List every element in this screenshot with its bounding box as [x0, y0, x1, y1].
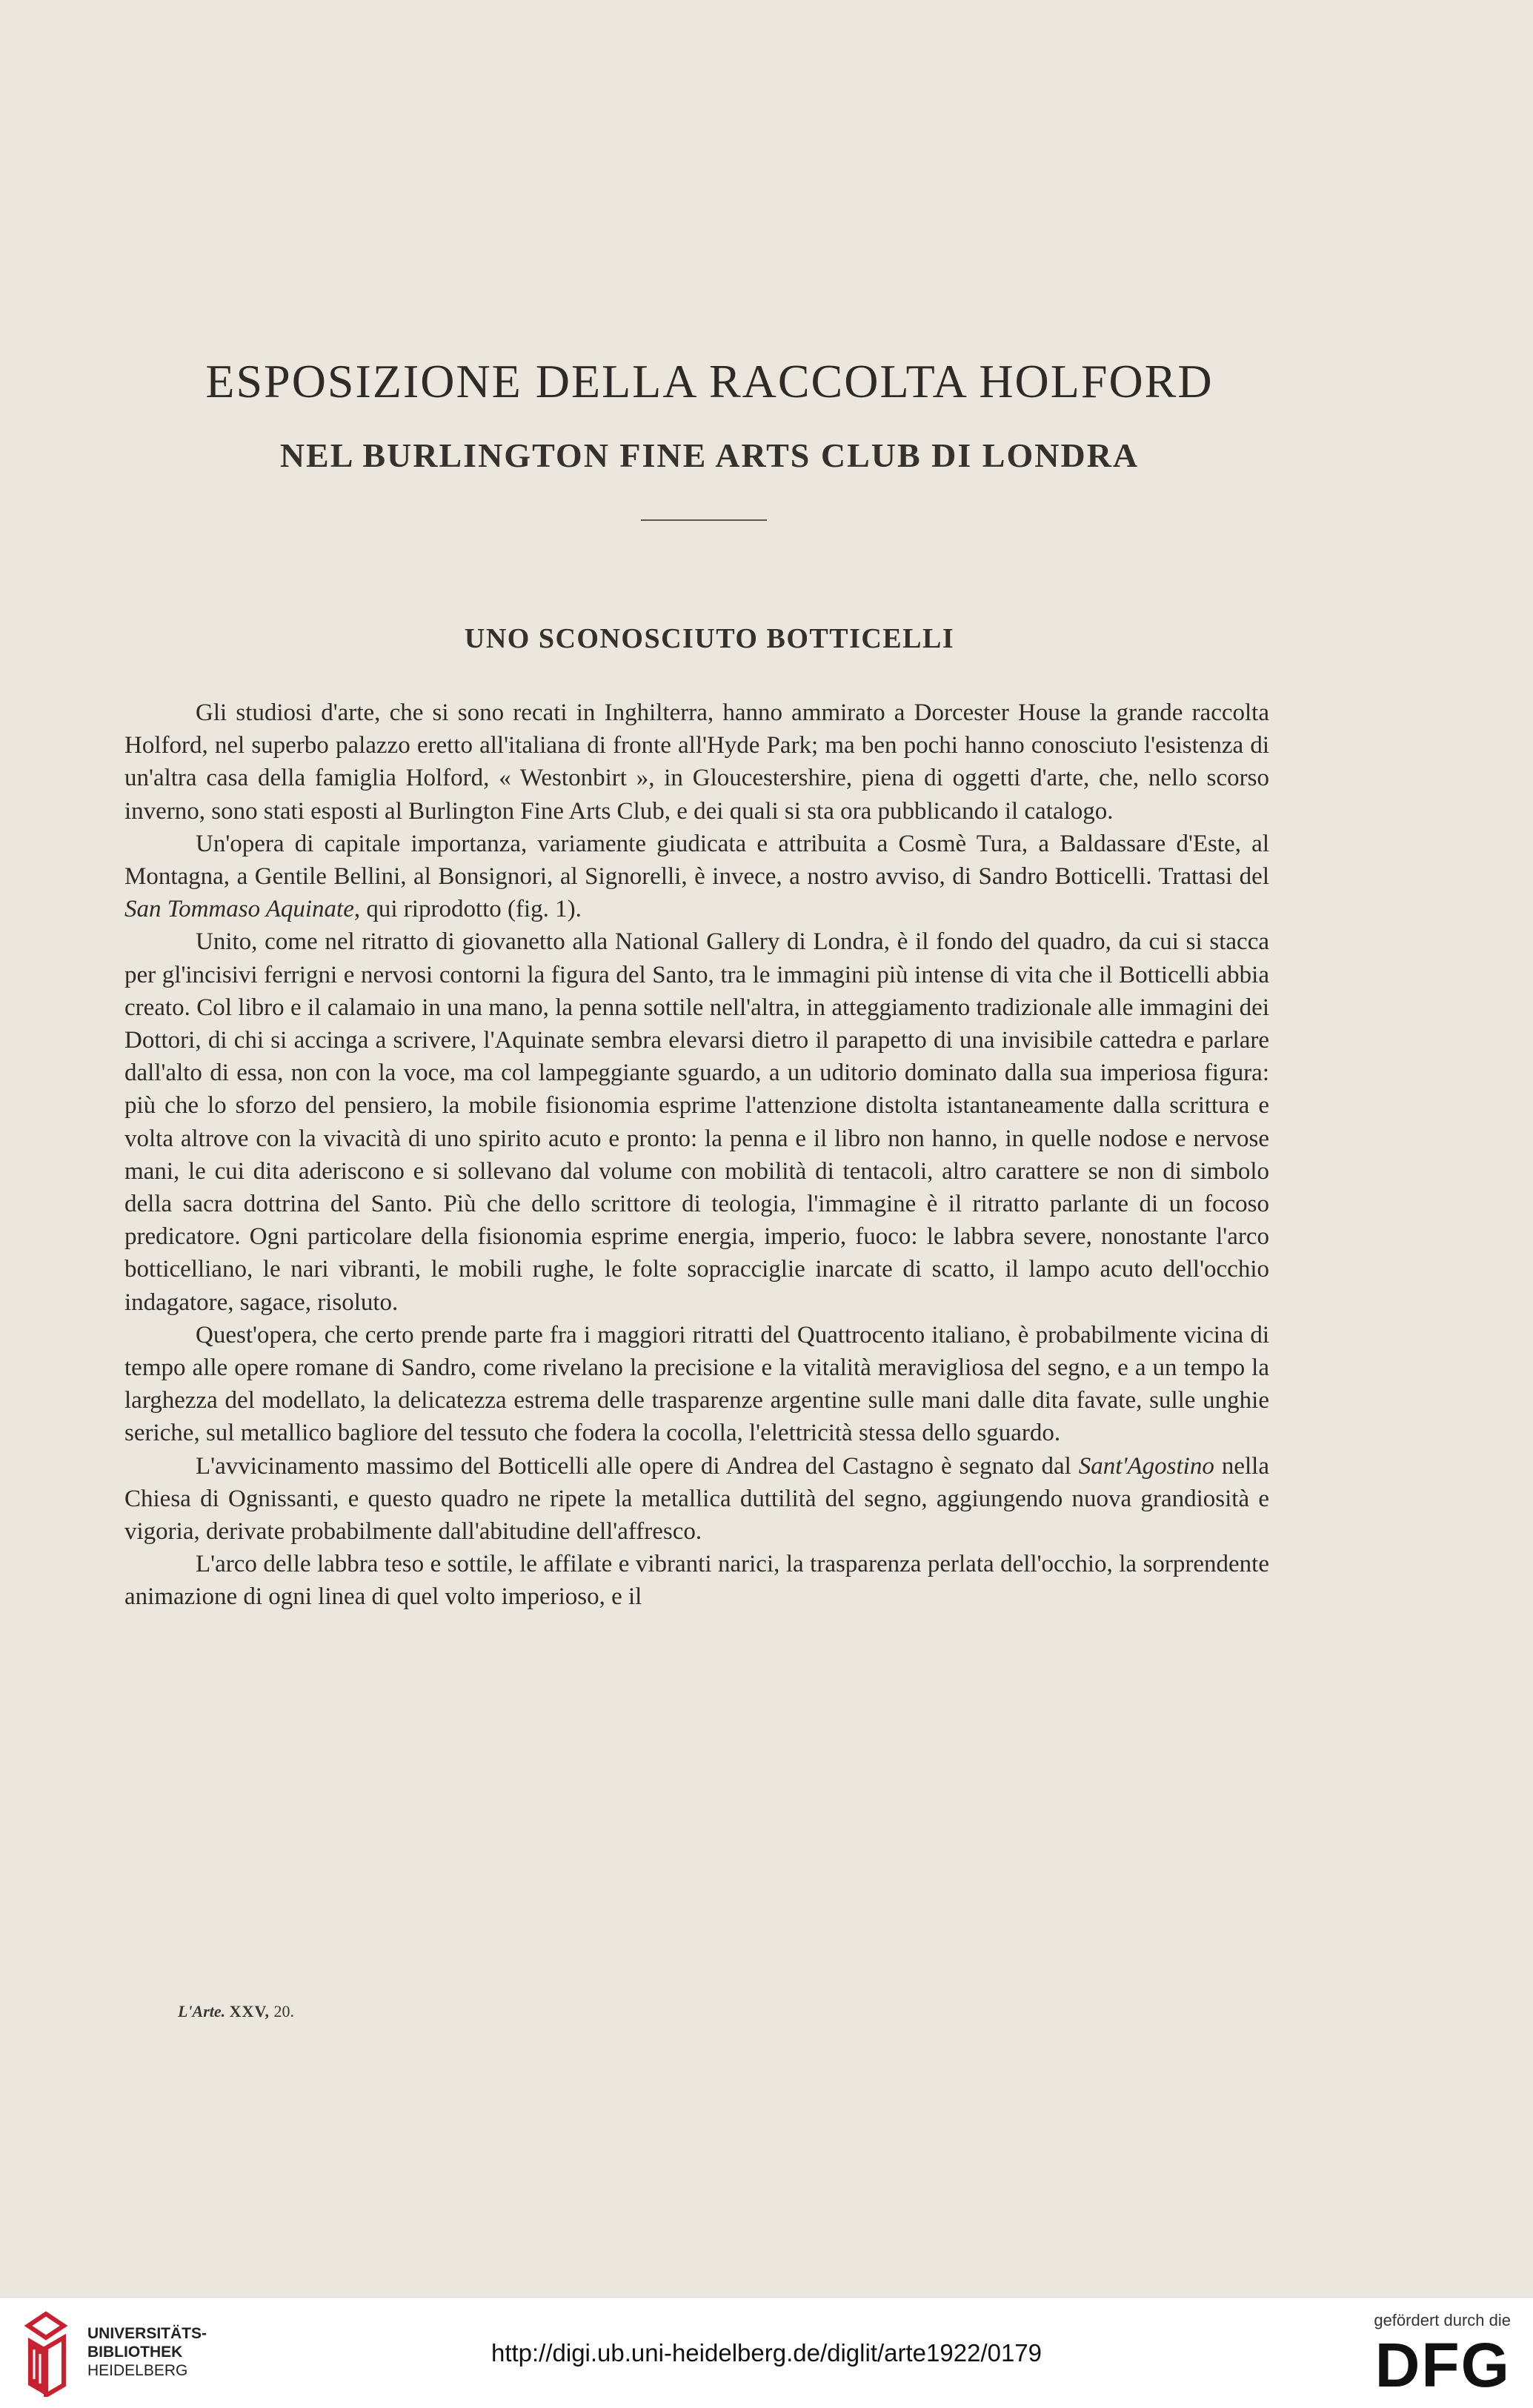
paragraph-4: Quest'opera, che certo prende parte fra i maggiori ritratti del Quattrocento italiano, è probabilmente vicina di tempo alle opere romane di Sandro, come rivelano la precisione e la vitalità meravigliosa del segno, e a un tempo la larghezza del modellato, la delicatezza estrema delle trasparenze argentine sulle mani dalle dita favate, sulle unghie seriche, sul metallico bagliore del tessuto che fodera la cocolla, l'elettricità stessa dello sguardo.	[124, 1321, 1269, 1447]
volume-number: XXV,	[229, 2002, 270, 2020]
artwork-title: San Tommaso Aquinate	[124, 896, 354, 923]
journal-name: L'Arte.	[178, 2002, 226, 2020]
page-number: 20.	[273, 2002, 294, 2020]
paragraph-2: Un'opera di capitale importanza, variamente giudicata e attribuita a Cosmè Tura, a Baldassare d'Este, al Montagna, a Gentile Bellini, al Bonsignori, al Signorelli, è invece, a nostro avviso, di Sandro Botticelli. Trattasi del San Tommaso Aquinate, qui riprodotto (fig. 1).	[124, 830, 1269, 923]
section-title: UNO SCONOSCIUTO BOTTICELLI	[464, 623, 955, 654]
title-divider	[641, 519, 767, 521]
article-subtitle: NEL BURLINGTON FINE ARTS CLUB DI LONDRA	[279, 436, 1140, 474]
paragraph-6: L'arco delle labbra teso e sottile, le affilate e vibranti narici, la trasparenza perlata dell'occhio, la sorprendente animazione di ogni linea di quel volto imperioso, e il	[124, 1551, 1269, 1611]
library-name: UNIVERSITÄTS- BIBLIOTHEK HEIDELBERG	[87, 2325, 207, 2379]
dfg-logo: DFG	[1374, 2330, 1511, 2400]
paragraph-3: Unito, come nel ritratto di giovanetto alla National Gallery di Londra, è il fondo del quadro, da cui si stacca per gl'incisivi ferrigni e nervosi contorni la figura del Santo, tra le immagini più intense di vita che il Botticelli abbia creato. Col libro e il calamaio in una mano, la penna sottile nell'altra, in atteggiamento tradizionale alle immagini dei Dottori, di chi si accinga a scrivere, l'Aquinate sembra elevarsi dietro il parapetto di una invisibile cattedra e parlare dall'alto di essa, non con la voce, ma col lampeggiante sguardo, a un uditorio dominato dalla sua imperiosa figura: più che lo sforzo del pensiero, la mobile fisionomia esprime l'attenzione distolta istantaneamente dalla scrittura e volta altrove con la vivacità di uno spirito acuto e pronto: la penna e il libro non hanno, in quelle nodose e nervose mani, le cui dita aderiscono e si sollevano dal volume con mobilità di tentacoli, altro carattere se non di simbolo della sacra dottrina del Santo. Più che dello scrittore di teologia, l'immagine è il ritratto parlante di un focoso predicatore. Ogni particolare della fisionomia esprime energia, imperio, fuoco: le labbra severe, nonostante l'arco botticelliano, le nari vibranti, le mobili rughe, le folte sopracciglie inarcate di scatto, il lampo acuto dell'occhio indagatore, sagace, risoluto.	[124, 928, 1269, 1316]
page-footer	[178, 2002, 294, 2021]
funded-by-label: gefördert durch die	[1374, 2311, 1511, 2329]
paragraph-1: Gli studiosi d'arte, che si sono recati in Inghilterra, hanno ammirato a Dorcester House la grande raccolta Holford, nel superbo palazzo eretto all'italiana di fronte all'Hyde Park; ma ben pochi hanno conosciuto l'esistenza di un'altra casa della famiglia Holford, « Westonbirt », in Gloucestershire, piena di oggetti d'arte, che, nello scorso inverno, sono stati esposti al Burlington Fine Arts Club, e dei quali si sta ora pubblicando il catalogo.	[124, 699, 1269, 825]
permalink-url[interactable]: http://digi.ub.uni-heidelberg.de/diglit/arte1922/0179	[491, 2339, 1042, 2367]
article-body	[124, 696, 1269, 1614]
artwork-title: Sant'Agostino	[1078, 1452, 1214, 1480]
paragraph-5: L'avvicinamento massimo del Botticelli alle opere di Andrea del Castagno è segnato dal Sant'Agostino nella Chiesa di Ognissanti, e questo quadro ne ripete la metallica duttilità del segno, aggiungendo nuova grandiosità e vigoria, derivate probabilmente dall'abitudine dell'affresco.	[124, 1452, 1270, 1546]
digitization-bar	[0, 2297, 1533, 2408]
article-title: ESPOSIZIONE DELLA RACCOLTA HOLFORD	[205, 355, 1214, 408]
